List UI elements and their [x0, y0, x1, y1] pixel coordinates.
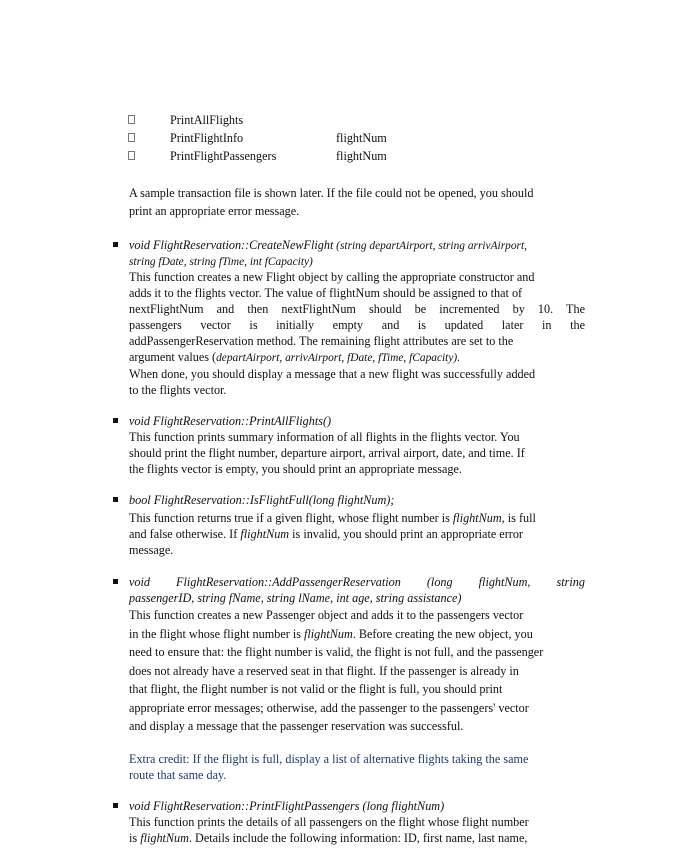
- text-line: [129, 349, 585, 366]
- command-param: flightNum: [336, 149, 387, 163]
- text-line: message.: [129, 543, 174, 557]
- signature-name: void FlightReservation::CreateNewFlight: [129, 238, 334, 252]
- text-line: appropriate error messages; otherwise, add the passenger to the passengers' vector: [129, 700, 529, 715]
- param-name: flightNum: [140, 831, 189, 845]
- add-passenger-description: [129, 606, 585, 736]
- text-line: [129, 510, 585, 526]
- command-item: [128, 130, 588, 148]
- text-line: to the flights vector.: [129, 383, 227, 397]
- text-span: This function returns true if a given flight, whose flight number is: [129, 511, 453, 525]
- text-line: [129, 830, 585, 846]
- signature-params: (string departAirport, string arrivAirport,: [333, 240, 527, 252]
- text-line: Extra credit: If the flight is full, display a list of alternative flights taking the same: [129, 752, 529, 766]
- text-line: This function creates a new Flight object by calling the appropriate constructor and: [129, 270, 535, 284]
- command-name: PrintAllFlights: [170, 113, 244, 127]
- text-line: [129, 625, 585, 644]
- function-signature: [129, 574, 585, 606]
- text-line: addPassengerReservation method. The remaining flight attributes are set to the: [129, 334, 514, 348]
- intro-paragraph: [129, 185, 585, 219]
- text-line: adds it to the flights vector. The value of flightNum should be assigned to that of: [129, 286, 523, 300]
- print-flight-passengers-description: [129, 814, 585, 846]
- command-name: PrintFlightInfo: [170, 131, 244, 145]
- text-span: argument values (: [129, 350, 217, 364]
- text-line: that flight, the flight number is not valid or the flight is full, you should print: [129, 682, 503, 696]
- text-line: This function prints the details of all passengers on the flight whose flight number: [129, 815, 529, 829]
- function-signature: void FlightReservation::PrintFlightPassengers (long flightNum): [129, 799, 445, 813]
- text-line: route that same day.: [129, 768, 227, 782]
- command-param: flightNum: [336, 131, 387, 145]
- signature-line: void FlightReservation::AddPassengerReservation (long flightNum, string: [129, 575, 585, 589]
- command-item: [128, 112, 588, 130]
- text-span: . Details include the following information: ID, first name, last name,: [188, 831, 528, 845]
- signature-params: string fDate, string fTime, int fCapacity): [129, 256, 313, 268]
- bullet-icon: [113, 497, 118, 502]
- text-line: need to ensure that: the flight number is valid, the flight is not full, and the passenger: [129, 645, 544, 659]
- text-line: nextFlightNum and then nextFlightNum should be incremented by 10. The: [129, 302, 585, 316]
- text-line: print an appropriate error message.: [129, 204, 300, 218]
- checkbox-icon: [128, 151, 135, 160]
- text-span: is full: [504, 511, 536, 525]
- text-span: . Before creating the new object, you: [352, 626, 533, 641]
- text-line: This function creates a new Passenger object and adds it to the passengers vector: [129, 608, 524, 622]
- param-name: flightNum,: [452, 511, 505, 525]
- print-all-flights-description: [129, 429, 585, 477]
- text-line: and display a message that the passenger reservation was successful.: [129, 719, 464, 733]
- function-signature: bool FlightReservation::IsFlightFull(long flightNum);: [129, 493, 395, 507]
- extra-credit-note: [129, 751, 585, 783]
- text-line: does not already have a reserved seat in that flight. If the passenger is already in: [129, 663, 519, 678]
- text-line: When done, you should display a message that a new flight was successfully added: [129, 367, 536, 381]
- command-item: [128, 148, 588, 166]
- text-span: in the flight whose flight number is: [129, 626, 305, 641]
- param-name: flightNum: [304, 626, 353, 641]
- text-line: [129, 526, 585, 542]
- text-line: the flights vector is empty, you should print an appropriate message.: [129, 462, 462, 476]
- text-line: A sample transaction file is shown later. If the file could not be opened, you should: [129, 186, 534, 200]
- function-signature: void FlightReservation::PrintAllFlights(): [129, 414, 332, 428]
- text-line: passengers vector is initially empty and is updated later in the: [129, 318, 585, 332]
- bullet-icon: [113, 803, 118, 808]
- text-span: is invalid, you should print an appropriate error: [289, 527, 523, 541]
- bullet-icon: [113, 418, 118, 423]
- checkbox-icon: [128, 133, 135, 142]
- text-span: and false otherwise. If: [129, 527, 241, 541]
- command-name: PrintFlightPassengers: [170, 149, 277, 163]
- create-new-flight-description: [129, 269, 585, 398]
- function-signature: [129, 237, 585, 270]
- text-line: should print the flight number, departure airport, arrival airport, date, and time. If: [129, 446, 525, 460]
- param-name: flightNum: [240, 527, 290, 541]
- checkbox-icon: [128, 115, 135, 124]
- signature-line: passengerID, string fName, string lName, int age, string assistance): [129, 591, 462, 605]
- argument-list: departAirport, arrivAirport, fDate, fTime, fCapacity).: [216, 352, 461, 364]
- is-flight-full-description: [129, 510, 585, 558]
- bullet-icon: [113, 579, 118, 584]
- text-span: is: [129, 831, 141, 845]
- bullet-icon: [113, 242, 118, 247]
- text-line: This function prints summary information of all flights in the flights vector. You: [129, 430, 520, 444]
